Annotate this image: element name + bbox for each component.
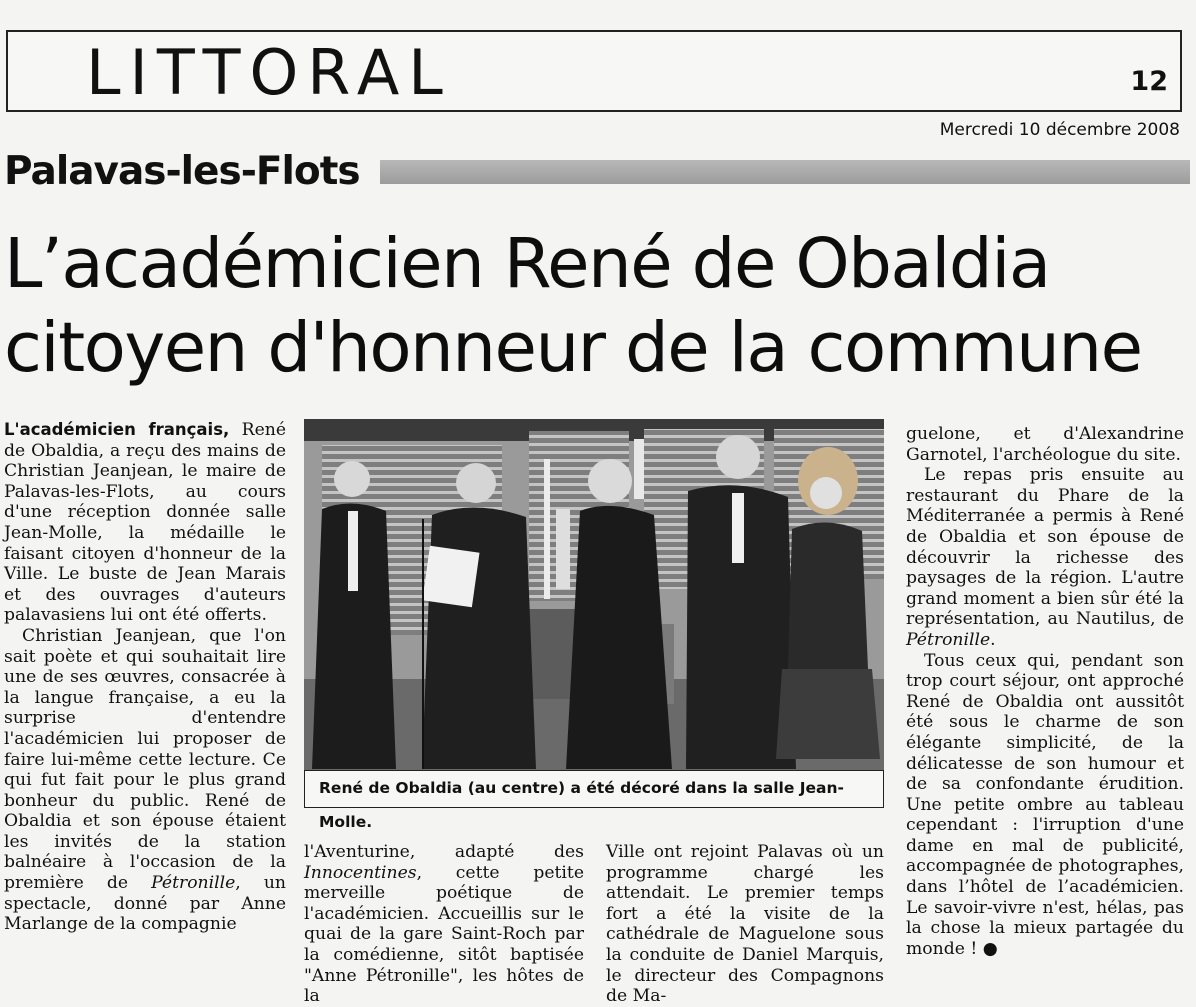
section-header xyxy=(6,30,1182,112)
headline-line-1: L’académicien René de Obaldia xyxy=(4,224,1050,304)
paragraph: guelone, et d'Alexandrine Garnotel, l'archéologue du site. xyxy=(906,424,1184,465)
section-title: LITTORAL xyxy=(86,36,452,109)
paragraph: Christian Jeanjean, que l'on sait poète et qui souhaitait lire une de ses œuvres, consacrée à la langue française, a eu la surprise d'entendre l'académicien lui proposer de faire lui-même cette lecture. Ce qui fut fait pour le plus grand bonheur du public. René de Obaldia et son épouse étaient les invités de la station balnéaire à l'occasion de la première de Pétronille, un spectacle, donné par Anne Marlange de la compagnie xyxy=(4,625,286,935)
lead-in: L'académicien français, xyxy=(4,420,230,439)
locality-divider-bar xyxy=(380,160,1190,184)
paragraph: Le repas pris ensuite au restaurant du Phare de la Méditerranée a permis à René de Obaldia et son épouse de découvrir la richesse des paysages de la région. L'autre grand moment a bien sûr été la représentation, au Nautilus, de Pétronille. xyxy=(906,465,1184,650)
publication-date: Mercredi 10 décembre 2008 xyxy=(939,120,1180,140)
article-photo xyxy=(304,419,884,770)
article-column-3 xyxy=(606,842,884,1007)
paragraph: L'académicien français, René de Obaldia, a reçu des mains de Christian Jeanjean, le maire de Palavas-les-Flots, au cours d'une réception donnée salle Jean-Molle, la médaille le faisant citoyen d'honneur de la Ville. Le buste de Jean Marais et des ouvrages d'auteurs palavasiens lui ont été offerts. xyxy=(4,420,286,626)
page-number: 12 xyxy=(1130,66,1168,97)
paragraph: l'Aventurine, adapté des Innocentines, cette petite merveille poétique de l'académicien. Accueillis sur le quai de la gare Saint-Roch par la comédienne, sitôt baptisée "Anne Pétronille", les hôtes de la xyxy=(304,842,584,1007)
article-headline xyxy=(4,222,1194,390)
locality-label: Palavas-les-Flots xyxy=(4,149,360,194)
photo-caption: René de Obaldia (au centre) a été décoré dans la salle Jean-Molle. xyxy=(304,770,884,808)
headline-line-2: citoyen d'honneur de la commune xyxy=(4,308,1142,388)
article-column-1 xyxy=(4,420,286,935)
paragraph: Tous ceux qui, pendant son trop court séjour, ont approché René de Obaldia ont aussitôt été sous le charme de son élégante simplicité, de la délicatesse de son humour et de sa confondante érudition. Une petite ombre au tableau cependant : l'irruption d'une dame en mal de publicité, accompagnée de photographes, dans l’hôtel de l’académicien. Le savoir-vivre n'est, hélas, pas la chose la mieux partagée du monde ! ● xyxy=(906,650,1184,959)
article-column-2 xyxy=(304,842,584,1007)
paragraph: Ville ont rejoint Palavas où un programme chargé les attendait. Le premier temps fort a été la visite de la cathédrale de Maguelone sous la conduite de Daniel Marquis, le directeur des Compagnons de Ma- xyxy=(606,842,884,1007)
article-column-4 xyxy=(906,424,1184,959)
locality-row xyxy=(4,146,1190,200)
